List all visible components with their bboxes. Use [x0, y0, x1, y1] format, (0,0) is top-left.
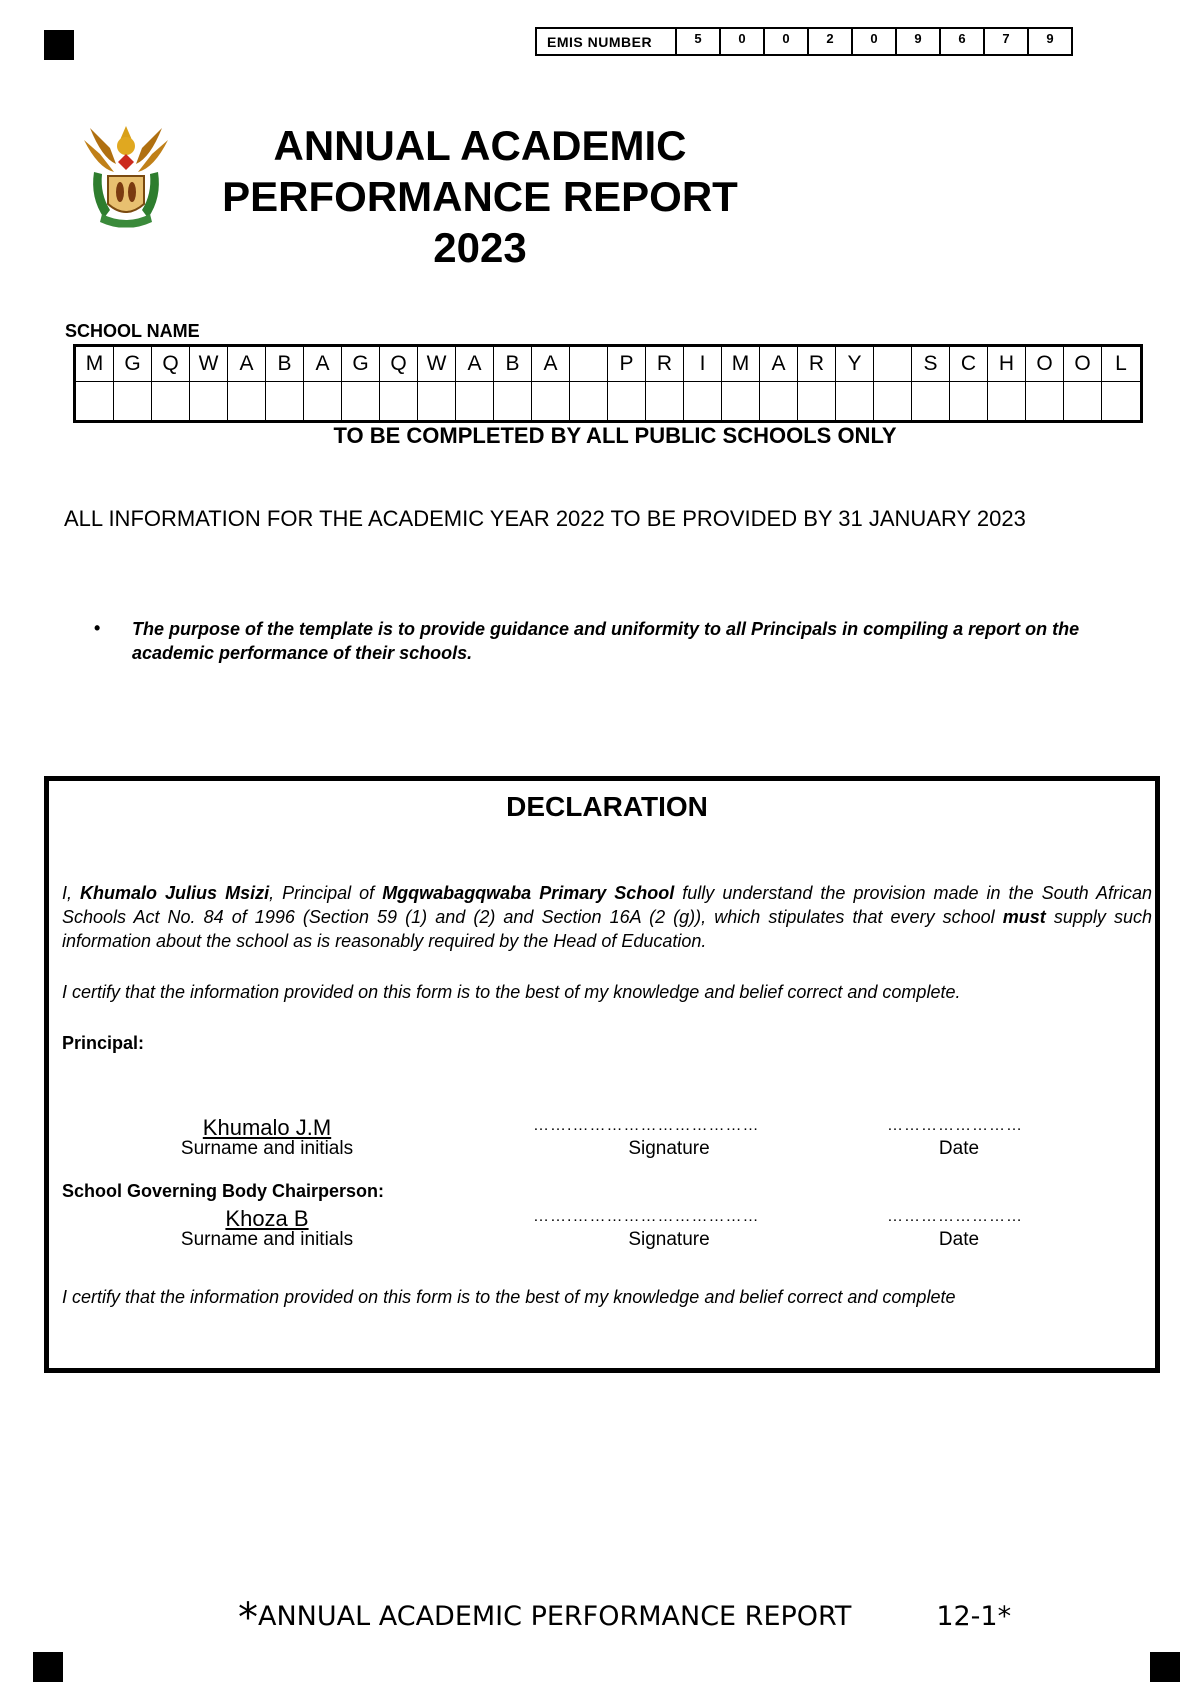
declaration-title: DECLARATION — [506, 791, 708, 822]
principal-date-caption: Date — [938, 1138, 980, 1159]
public-schools-notice: TO BE COMPLETED BY ALL PUBLIC SCHOOLS ONLY — [333, 423, 897, 448]
school-name-cell: R — [798, 347, 836, 382]
title-year: 2023 — [433, 224, 527, 271]
emis-number-box — [535, 27, 1073, 56]
school-name-cell — [874, 382, 912, 420]
school-name-cell — [342, 382, 380, 420]
school-name-cell — [1064, 382, 1102, 420]
emis-digit: 0 — [719, 29, 763, 54]
school-name-cell — [380, 382, 418, 420]
school-name-cell — [456, 382, 494, 420]
purpose-bullet — [94, 617, 1148, 665]
emis-digit: 2 — [807, 29, 851, 54]
school-name-cell — [722, 382, 760, 420]
school-name-cell — [646, 382, 684, 420]
school-name-cell — [684, 382, 722, 420]
school-name-cell: P — [608, 347, 646, 382]
decl-text: , Principal of — [269, 883, 383, 903]
school-name-cell: Q — [152, 347, 190, 382]
school-name-cell: A — [532, 347, 570, 382]
school-name-cell: C — [950, 347, 988, 382]
school-name-grid — [73, 344, 1143, 423]
title-line-2: PERFORMANCE REPORT — [222, 173, 738, 220]
school-name-cell — [418, 382, 456, 420]
school-name-cell — [114, 382, 152, 420]
school-name-cell — [950, 382, 988, 420]
emis-digit: 5 — [675, 29, 719, 54]
school-name-cell: S — [912, 347, 950, 382]
school-name-cell — [76, 382, 114, 420]
school-name-cell: R — [646, 347, 684, 382]
sgb-surname-caption: Surname and initials — [180, 1229, 354, 1250]
school-name-cell — [836, 382, 874, 420]
emis-digit: 7 — [983, 29, 1027, 54]
school-name-cell — [1102, 382, 1140, 420]
school-name-cell — [570, 347, 608, 382]
school-name-cell — [798, 382, 836, 420]
declaration-box — [44, 776, 1160, 1373]
school-name-cell: L — [1102, 347, 1140, 382]
school-name-cell — [228, 382, 266, 420]
school-name-cell — [304, 382, 342, 420]
school-name-cell — [266, 382, 304, 420]
sgb-chairperson-label: School Governing Body Chairperson: — [62, 1181, 385, 1201]
decl-text: I, — [62, 883, 81, 903]
school-name-cell — [190, 382, 228, 420]
certify-statement-2: I certify that the information provided on this form is to the best of my knowledge and belief correct and complete — [62, 1287, 956, 1307]
school-name-inline: Mgqwabagqwaba Primary School — [382, 883, 675, 903]
footer-title: ANNUAL ACADEMIC PERFORMANCE REPORT — [258, 1601, 852, 1632]
principal-surname-caption: Surname and initials — [180, 1138, 354, 1159]
school-name-cell: O — [1026, 347, 1064, 382]
sgb-signature-caption: Signature — [628, 1229, 710, 1250]
coat-of-arms-icon — [80, 118, 172, 240]
decl-text: supply such information about the school as is reasonably required by the Head of Education. — [62, 907, 1152, 951]
school-name-cell: G — [342, 347, 380, 382]
school-name-cell — [988, 382, 1026, 420]
registration-mark-bottom-right — [1150, 1652, 1180, 1682]
school-name-cell — [608, 382, 646, 420]
school-name-label: SCHOOL NAME — [65, 321, 200, 341]
school-name-cell: M — [722, 347, 760, 382]
emis-digit: 9 — [895, 29, 939, 54]
school-name-cell — [494, 382, 532, 420]
emis-digit: 0 — [851, 29, 895, 54]
school-name-cell: A — [760, 347, 798, 382]
school-name-cell — [912, 382, 950, 420]
principal-name: Khumalo J.M — [202, 1115, 332, 1140]
bullet-icon: • — [94, 618, 101, 638]
school-name-cell: Y — [836, 347, 874, 382]
must-emphasis: must — [1002, 907, 1046, 927]
purpose-text: The purpose of the template is to provide guidance and uniformity to all Principals in compiling a report on the academic performance of their schools. — [132, 619, 1080, 663]
school-name-cell — [570, 382, 608, 420]
school-name-cell — [532, 382, 570, 420]
school-name-cell: A — [228, 347, 266, 382]
school-name-cell: M — [76, 347, 114, 382]
school-name-cell — [1026, 382, 1064, 420]
registration-mark-bottom-left — [33, 1652, 63, 1682]
principal-label: Principal: — [62, 1033, 145, 1053]
school-name-cell: A — [456, 347, 494, 382]
school-name-cell — [152, 382, 190, 420]
school-name-cell: G — [114, 347, 152, 382]
principal-signature-caption: Signature — [628, 1138, 710, 1159]
emis-digit: 0 — [763, 29, 807, 54]
sgb-signature-line: …….…………………………… — [533, 1208, 760, 1225]
school-name-cell: H — [988, 347, 1026, 382]
school-name-cell: W — [190, 347, 228, 382]
school-name-cell: A — [304, 347, 342, 382]
report-title — [190, 120, 770, 273]
school-name-cell: Q — [380, 347, 418, 382]
school-name-cell — [874, 347, 912, 382]
emis-digit: 6 — [939, 29, 983, 54]
school-name-cell — [760, 382, 798, 420]
school-name-cell: B — [494, 347, 532, 382]
certify-statement: I certify that the information provided on this form is to the best of my knowledge and belief correct and complete. — [62, 982, 961, 1002]
principal-signature-line: …….…………………………… — [533, 1117, 760, 1134]
school-name-cell: B — [266, 347, 304, 382]
title-line-1: ANNUAL ACADEMIC — [273, 122, 687, 169]
sgb-chairperson-name: Khoza B — [225, 1206, 309, 1231]
sgb-date-line: …………………… — [887, 1208, 1023, 1225]
sgb-date-caption: Date — [938, 1229, 980, 1250]
emis-label: EMIS NUMBER — [547, 33, 653, 50]
deadline-notice: ALL INFORMATION FOR THE ACADEMIC YEAR 2022 TO BE PROVIDED BY 31 JANUARY 2023 — [64, 506, 1026, 531]
principal-full-name: Khumalo Julius Msizi — [80, 883, 270, 903]
page-footer — [238, 1595, 1011, 1641]
page-number: 12-1* — [936, 1601, 1012, 1632]
emis-digit: 9 — [1027, 29, 1071, 54]
school-name-cell: W — [418, 347, 456, 382]
principal-date-line: …………………… — [887, 1117, 1023, 1134]
school-name-cell: O — [1064, 347, 1102, 382]
footer-star: * — [238, 1595, 258, 1641]
registration-mark-top-left — [44, 30, 74, 60]
school-name-cell: I — [684, 347, 722, 382]
declaration-paragraph — [62, 881, 1152, 953]
decl-text: fully understand the provision made in the South African Schools Act No. 84 of 1996 (Section 59 (1) and (2) and Section 16A (2 (g)), which stipulates that every school — [62, 883, 1153, 927]
